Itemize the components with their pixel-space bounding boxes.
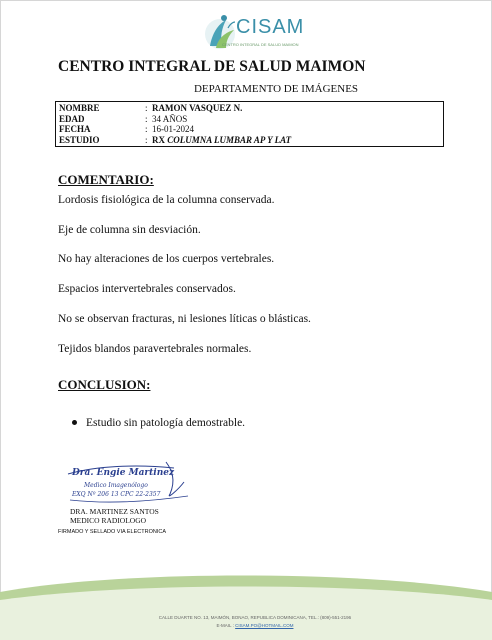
signature-script-exq: EXQ Nº 206 13 CPC 22-2357: [72, 491, 161, 498]
signatory-role: MEDICO RADIOLOGO: [70, 516, 147, 525]
electronic-seal-note: FIRMADO Y SELLADO VIA ELECTRONICA: [58, 529, 166, 535]
patient-row-fecha: [56, 124, 443, 135]
study-prefix: RX: [152, 134, 165, 145]
field-label: EDAD: [59, 113, 85, 124]
logo-wordmark: CISAM: [236, 16, 305, 38]
field-label: NOMBRE: [59, 103, 100, 113]
footer-wave: [0, 570, 492, 640]
study-value: [152, 135, 291, 145]
finding-item: Lordosis fisiológica de la columna conservada.: [58, 194, 275, 206]
patient-row-estudio: [56, 135, 443, 146]
conclusion-text: Estudio sin patología demostrable.: [86, 417, 246, 429]
patient-row-nombre: [56, 103, 443, 114]
cisam-logo: [200, 10, 320, 56]
field-separator: :: [145, 134, 148, 145]
patient-name-value: RAMON VASQUEZ N.: [152, 103, 243, 113]
patient-row-edad: [56, 114, 443, 125]
finding-item: Eje de columna sin desviación.: [58, 224, 201, 236]
signatory-name: DRA. MARTINEZ SANTOS: [70, 507, 159, 516]
study-name: COLUMNA LUMBAR AP Y LAT: [167, 134, 292, 145]
footer-email-label: E-MAIL :: [216, 623, 234, 628]
field-separator: :: [145, 113, 148, 124]
footer-email-link[interactable]: CISAM.PO@HOTMAIL.COM: [235, 623, 294, 628]
conclusion-heading: CONCLUSION:: [58, 377, 151, 392]
signature-script-role: Medico Imagenólogo: [84, 482, 148, 489]
finding-item: Tejidos blandos paravertebrales normales.: [58, 343, 252, 355]
finding-item: No se observan fracturas, ni lesiones líticas o blásticas.: [58, 313, 311, 325]
comentario-heading: COMENTARIO:: [58, 172, 154, 187]
field-label: ESTUDIO: [59, 134, 100, 145]
field-separator: :: [145, 103, 148, 113]
field-separator: :: [145, 124, 148, 134]
bullet-icon: [72, 420, 77, 425]
logo-figure-icon: [200, 10, 240, 56]
department-title: DEPARTAMENTO DE IMÁGENES: [193, 83, 359, 95]
patient-info-box: [55, 101, 444, 147]
logo-subtitle: CENTRO INTEGRAL DE SALUD MAIMON: [222, 42, 299, 47]
footer-email-line: [110, 623, 400, 628]
footer-address: CALLE DUARTE NO. 13, MAIMÓN, BONAO, REPUBLICA DOMINICANA, TEL.: (809)-551-2196: [158, 615, 352, 620]
signature-stamp: [66, 460, 191, 508]
signatory-block: [70, 507, 159, 525]
conclusion-item: [72, 417, 245, 429]
field-label: FECHA: [59, 124, 91, 134]
patient-age-value: 34 AÑOS: [152, 113, 188, 124]
finding-item: No hay alteraciones de los cuerpos vertebrales.: [58, 253, 275, 265]
finding-item: Espacios intervertebrales conservados.: [58, 283, 236, 295]
signature-script-name: Dra. Engie Martinez: [72, 468, 175, 478]
patient-date-value: 16-01-2024: [152, 124, 194, 134]
clinic-title: CENTRO INTEGRAL DE SALUD MAIMON: [58, 58, 366, 75]
